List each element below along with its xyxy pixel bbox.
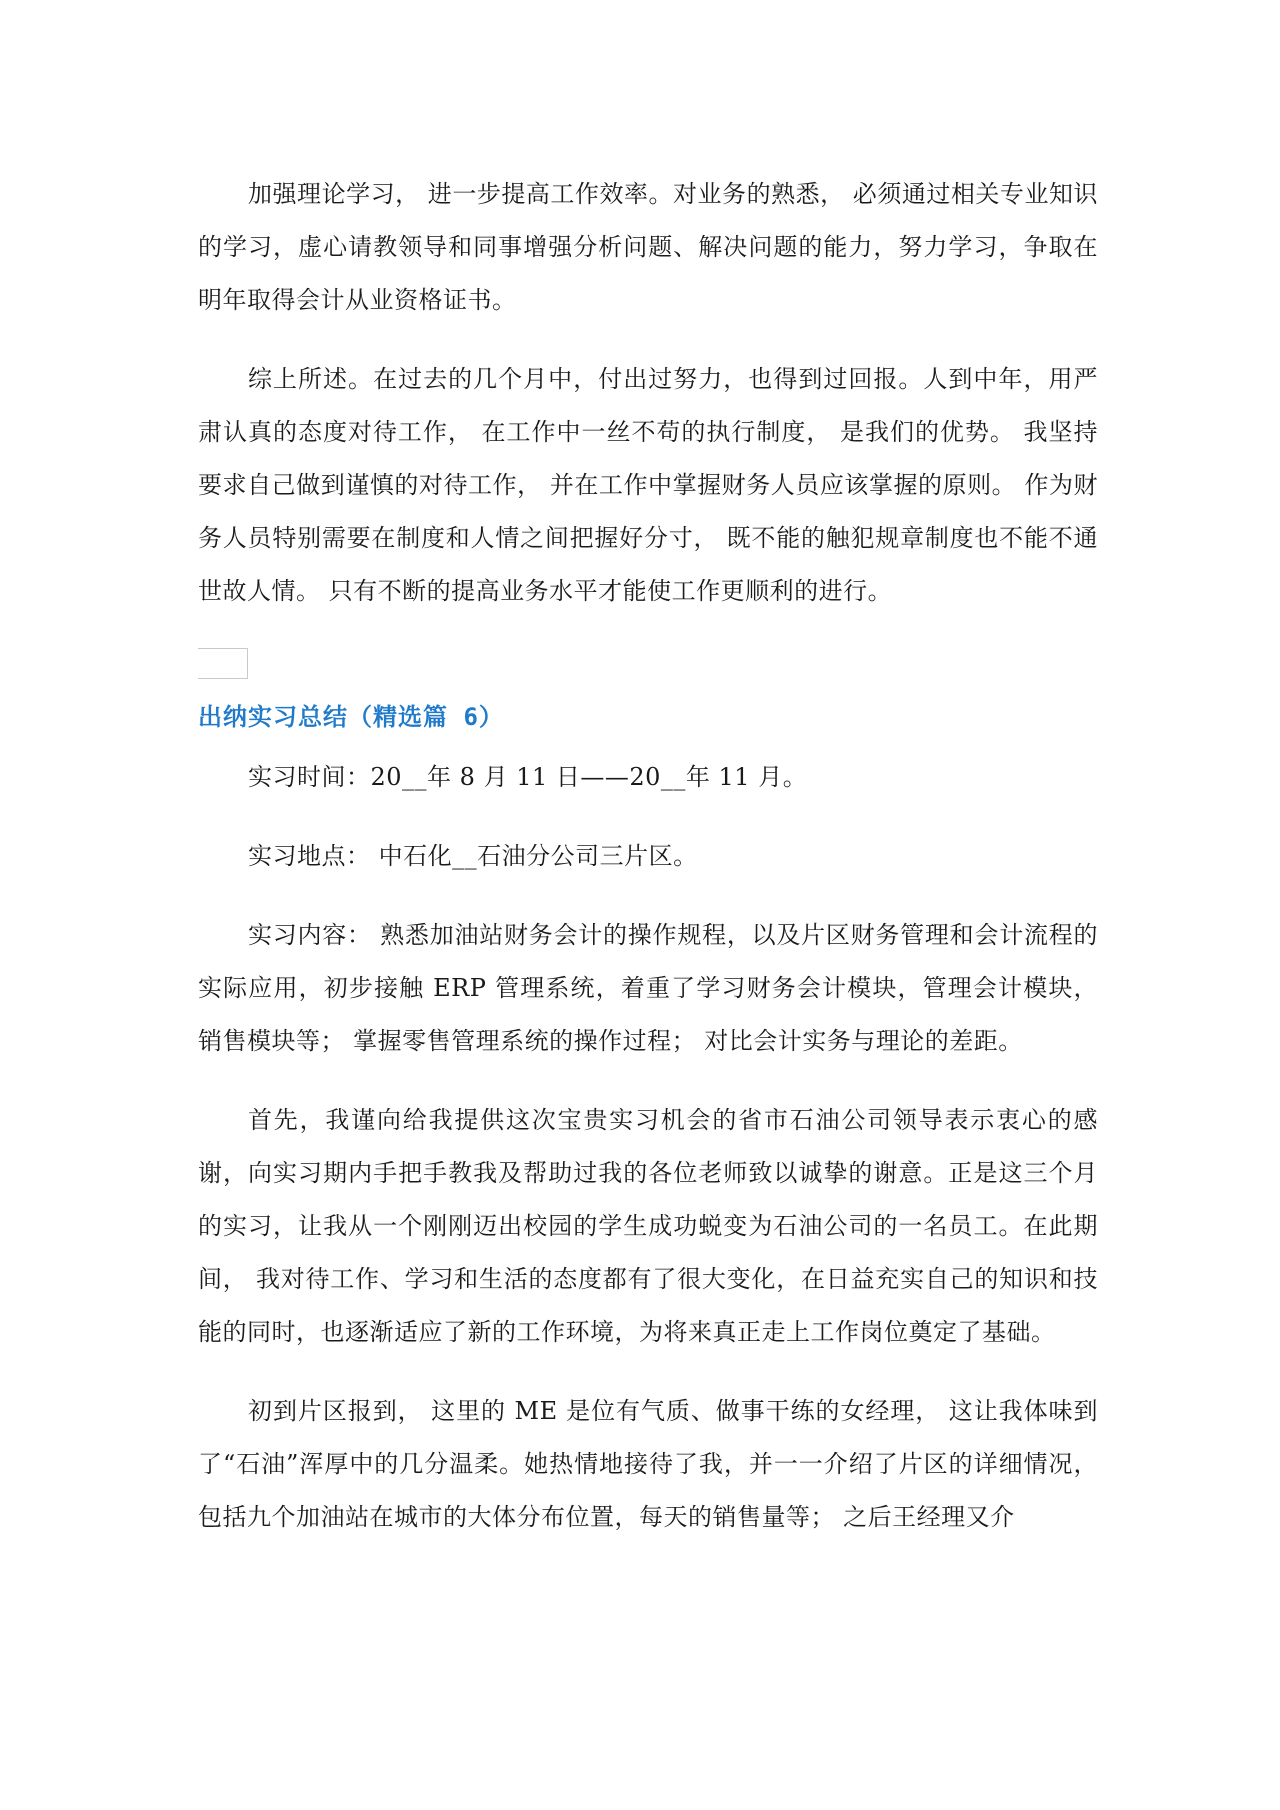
paragraph-gratitude: 首先，我谨向给我提供这次宝贵实习机会的省市石油公司领导表示衷心的感谢，向实习期内手把手教我及帮助过我的各位老师致以诚挚的谢意。正是这三个月的实习，让我从一个刚刚迈出校园的学生成功蜕变为石油公司的一名员工。在此期间， 我对待工作、学习和生活的态度都有了很大变化，在日益充实自己的知识和技能的同时，也逐渐适应了新的工作环境，为将来真正走上工作岗位奠定了基础。	[198, 1106, 1098, 1346]
paragraph-gap	[198, 1359, 1098, 1385]
paragraph-gap	[198, 883, 1098, 909]
paragraph-gap	[198, 327, 1098, 353]
paragraph-summary: 综上所述。在过去的几个月中，付出过努力，也得到过回报。人到中年，用严肃认真的态度对待工作， 在工作中一丝不苟的执行制度， 是我们的优势。 我坚持要求自己做到谨慎的对待工作， 并在工作中掌握财务人员应该掌握的原则。 作为财务人员特别需要在制度和人情之间把握好分寸， 既不能的触犯规章制度也不能不通世故人情。 只有不断的提高业务水平才能使工作更顺利的进行。	[198, 365, 1098, 605]
decorative-box	[198, 648, 248, 679]
paragraph-theory-study: 加强理论学习， 进一步提高工作效率。对业务的熟悉， 必须通过相关专业知识的学习，虚心请教领导和同事增强分析问题、解决问题的能力，努力学习，争取在明年取得会计从业资格证书。	[198, 180, 1098, 314]
section-heading: 出纳实习总结（精选篇 6）	[198, 703, 504, 731]
document-page	[198, 168, 1098, 1544]
paragraph-gap	[198, 1068, 1098, 1094]
paragraph-gap	[198, 804, 1098, 830]
paragraph-internship-content: 实习内容： 熟悉加油站财务会计的操作规程，以及片区财务管理和会计流程的实际应用，初步接触 ERP 管理系统，着重了学习财务会计模块，管理会计模块，销售模块等； 掌握零售管理系统的操作过程； 对比会计实务与理论的差距。	[198, 921, 1098, 1055]
paragraph-internship-location: 实习地点： 中石化__石油分公司三片区。	[248, 842, 698, 870]
paragraph-internship-time: 实习时间：20__年 8 月 11 日——20__年 11 月。	[248, 763, 808, 791]
paragraph-first-day: 初到片区报到， 这里的 ME 是位有气质、做事干练的女经理， 这让我体味到了“石油”浑厚中的几分温柔。她热情地接待了我，并一一介绍了片区的详细情况，包括九个加油站在城市的大体分布位置，每天的销售量等； 之后王经理又介	[198, 1397, 1098, 1531]
